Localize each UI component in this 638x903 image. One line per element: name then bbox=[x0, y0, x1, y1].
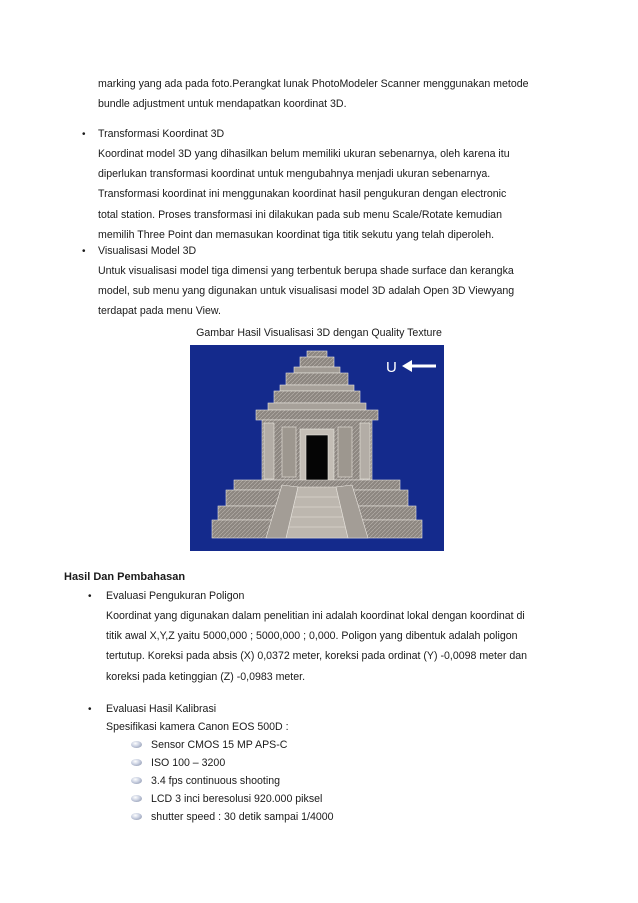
bullet-icon: • bbox=[82, 129, 86, 140]
intro-line: bundle adjustment untuk mendapatkan koordinat 3D. bbox=[98, 98, 347, 111]
paragraph-line: koreksi pada ketinggian (Z) -0,0983 meter. bbox=[106, 670, 306, 683]
spec-list-item bbox=[131, 775, 280, 787]
spec-list-item bbox=[131, 793, 322, 805]
north-arrow-icon bbox=[402, 360, 436, 372]
paragraph-line: Transformasi koordinat ini menggunakan koordinat hasil pengukuran dengan electronic bbox=[98, 188, 507, 201]
spec-text: shutter speed : 30 detik sampai 1/4000 bbox=[151, 811, 334, 823]
results-title-kalibrasi: Evaluasi Hasil Kalibrasi bbox=[106, 703, 217, 715]
sphere-bullet-icon bbox=[131, 777, 142, 784]
sphere-bullet-icon bbox=[131, 795, 142, 802]
paragraph-line: tertutup. Koreksi pada absis (X) 0,0372 meter, koreksi pada ordinat (Y) -0,0098 meter dan bbox=[106, 650, 528, 663]
temple-3d-figure bbox=[190, 345, 444, 551]
intro-line: marking yang ada pada foto.Perangkat lunak PhotoModeler Scanner menggunakan metode bbox=[98, 78, 529, 90]
bullet-icon: • bbox=[82, 246, 86, 257]
section-title-transformasi: Transformasi Koordinat 3D bbox=[98, 128, 225, 140]
intro-paragraph bbox=[98, 74, 560, 114]
results-heading: Hasil Dan Pembahasan bbox=[64, 571, 186, 583]
sphere-bullet-icon bbox=[131, 741, 142, 748]
figure-caption: Gambar Hasil Visualisasi 3D dengan Quality Texture bbox=[196, 327, 442, 339]
camera-spec-intro: Spesifikasi kamera Canon EOS 500D : bbox=[106, 721, 289, 733]
spec-list-item bbox=[131, 739, 287, 751]
section-title-visualisasi: Visualisasi Model 3D bbox=[98, 245, 197, 257]
spec-list-item bbox=[131, 811, 334, 823]
north-label: U bbox=[386, 359, 397, 376]
spec-text: Sensor CMOS 15 MP APS-C bbox=[151, 739, 288, 751]
section-paragraph-transformasi bbox=[98, 144, 560, 245]
spec-text: ISO 100 – 3200 bbox=[151, 757, 226, 769]
paragraph-line: Koordinat yang digunakan dalam penelitian ini adalah koordinat lokal dengan koordinat di bbox=[106, 610, 525, 622]
spec-text: 3.4 fps continuous shooting bbox=[151, 775, 280, 787]
temple-illustration bbox=[190, 345, 444, 551]
bullet-icon: • bbox=[88, 704, 92, 715]
paragraph-line: diperlukan transformasi koordinat untuk mengubahnya menjadi ukuran sebenarnya. bbox=[98, 168, 491, 181]
spec-text: LCD 3 inci beresolusi 920.000 piksel bbox=[151, 793, 323, 805]
paragraph-line: terdapat pada menu View. bbox=[98, 305, 221, 318]
sphere-bullet-icon bbox=[131, 759, 142, 766]
paragraph-line: model, sub menu yang digunakan untuk visualisasi model 3D adalah Open 3D Viewyang bbox=[98, 285, 515, 298]
paragraph-line: titik awal X,Y,Z yaitu 5000,000 ; 5000,000 ; 0,000. Poligon yang dibentuk adalah poligon bbox=[106, 630, 518, 643]
paragraph-line: Koordinat model 3D yang dihasilkan belum memiliki ukuran sebenarnya, oleh karena itu bbox=[98, 148, 510, 160]
results-title-poligon: Evaluasi Pengukuran Poligon bbox=[106, 590, 245, 602]
results-paragraph-poligon bbox=[106, 606, 560, 687]
spec-list-item bbox=[131, 757, 225, 769]
paragraph-line: memilih Three Point dan memasukan koordinat tiga titik sekutu yang telah diperoleh. bbox=[98, 228, 495, 241]
bullet-icon: • bbox=[88, 591, 92, 602]
sphere-bullet-icon bbox=[131, 813, 142, 820]
paragraph-line: Untuk visualisasi model tiga dimensi yang terbentuk berupa shade surface dan kerangka bbox=[98, 265, 514, 277]
temple-structure bbox=[212, 351, 422, 538]
section-paragraph-visualisasi bbox=[98, 261, 560, 322]
paragraph-line: total station. Proses transformasi ini dilakukan pada sub menu Scale/Rotate kemudian bbox=[98, 208, 502, 221]
